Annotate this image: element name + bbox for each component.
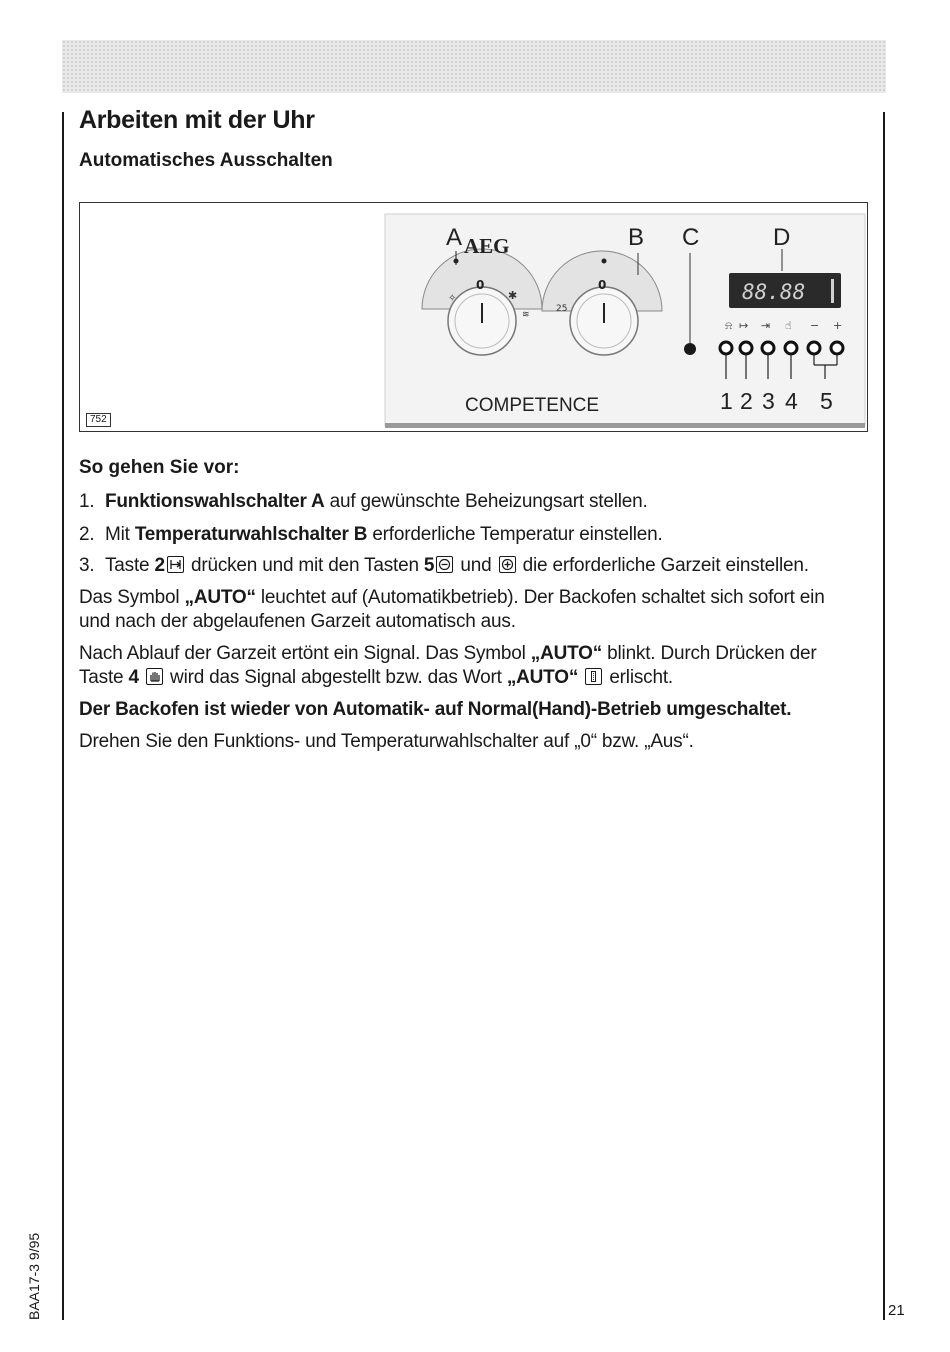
figure-reference: 752	[86, 413, 111, 427]
plus-key-icon	[499, 556, 516, 573]
button-number-5: 5	[820, 388, 833, 414]
end-time-icon: ⇥	[761, 319, 771, 332]
button-number-1: 1	[720, 388, 733, 414]
step-3: 3. Taste 2 drücken und mit den Tasten 5 und die erforderliche Garzeit einstellen.	[79, 555, 809, 576]
paragraph-auto-line-1: Das Symbol „AUTO“ leuchtet auf (Automatikbetrieb). Der Backofen schaltet sich sofort ein	[79, 587, 825, 608]
paragraph-signal-line-2: Taste 4 wird das Signal abgestellt bzw. das Wort „AUTO“ erlischt.	[79, 667, 673, 688]
button-number-4: 4	[785, 388, 798, 414]
right-margin-rule	[883, 112, 885, 1320]
clock-button[interactable]	[785, 342, 797, 354]
hand-icon: ☝	[785, 319, 792, 332]
button-number-3: 3	[762, 388, 775, 414]
plus-icon: +	[833, 319, 843, 332]
clock-button[interactable]	[740, 342, 752, 354]
label-a: A	[446, 224, 463, 251]
clock-button[interactable]	[808, 342, 820, 354]
label-b: B	[628, 224, 645, 251]
label-d: D	[773, 224, 791, 251]
document-code: BAA17-3 9/95	[26, 1232, 42, 1320]
aeg-logo: AEG	[464, 234, 510, 258]
steps-heading: So gehen Sie vor:	[79, 457, 240, 478]
oven-control-panel	[384, 213, 866, 429]
light-icon: ✧	[448, 293, 457, 304]
control-panel-figure	[79, 202, 868, 432]
knob-b-zero: 0	[598, 278, 607, 292]
hand-key-icon	[146, 668, 163, 685]
auto-symbol-icon	[585, 668, 602, 685]
step-1: 1. Funktionswahlschalter A auf gewünschte Beheizungsart stellen.	[79, 491, 648, 512]
grill-icon: ≋	[522, 310, 530, 320]
duration-icon: ↦	[739, 319, 749, 332]
paragraph-auto-line-2: und nach der abgelaufenen Garzeit automatisch aus.	[79, 611, 516, 632]
indicator-lamp	[684, 343, 696, 355]
temperature-scale-icon: 25	[556, 304, 568, 314]
page-number: 21	[888, 1302, 905, 1319]
left-margin-rule	[62, 112, 64, 1320]
bell-icon: ⍾	[725, 319, 733, 332]
duration-key-icon	[167, 556, 184, 573]
clock-button[interactable]	[720, 342, 732, 354]
button-number-2: 2	[740, 388, 753, 414]
fan-icon: ✱	[508, 289, 518, 302]
header-band	[62, 40, 886, 93]
page-title: Arbeiten mit der Uhr	[79, 106, 315, 134]
clock-button[interactable]	[762, 342, 774, 354]
minus-icon: −	[810, 319, 820, 332]
paragraph-turn-off: Drehen Sie den Funktions- und Temperaturwahlschalter auf „0“ bzw. „Aus“.	[79, 731, 694, 752]
minus-key-icon	[436, 556, 453, 573]
paragraph-signal-line-1: Nach Ablauf der Garzeit ertönt ein Signal. Das Symbol „AUTO“ blinkt. Durch Drücken der	[79, 643, 817, 664]
step-2: 2. Mit Temperaturwahlschalter B erforderliche Temperatur einstellen.	[79, 524, 663, 545]
knob-a-zero: 0	[476, 278, 485, 292]
clock-button[interactable]	[831, 342, 843, 354]
panel-drawing	[384, 213, 866, 429]
model-name: COMPETENCE	[465, 395, 600, 416]
display-digits: 88.88	[742, 280, 806, 304]
label-c: C	[682, 224, 700, 251]
section-subtitle: Automatisches Ausschalten	[79, 150, 333, 171]
paragraph-mode-switched: Der Backofen ist wieder von Automatik- auf Normal(Hand)-Betrieb umgeschaltet.	[79, 699, 792, 720]
